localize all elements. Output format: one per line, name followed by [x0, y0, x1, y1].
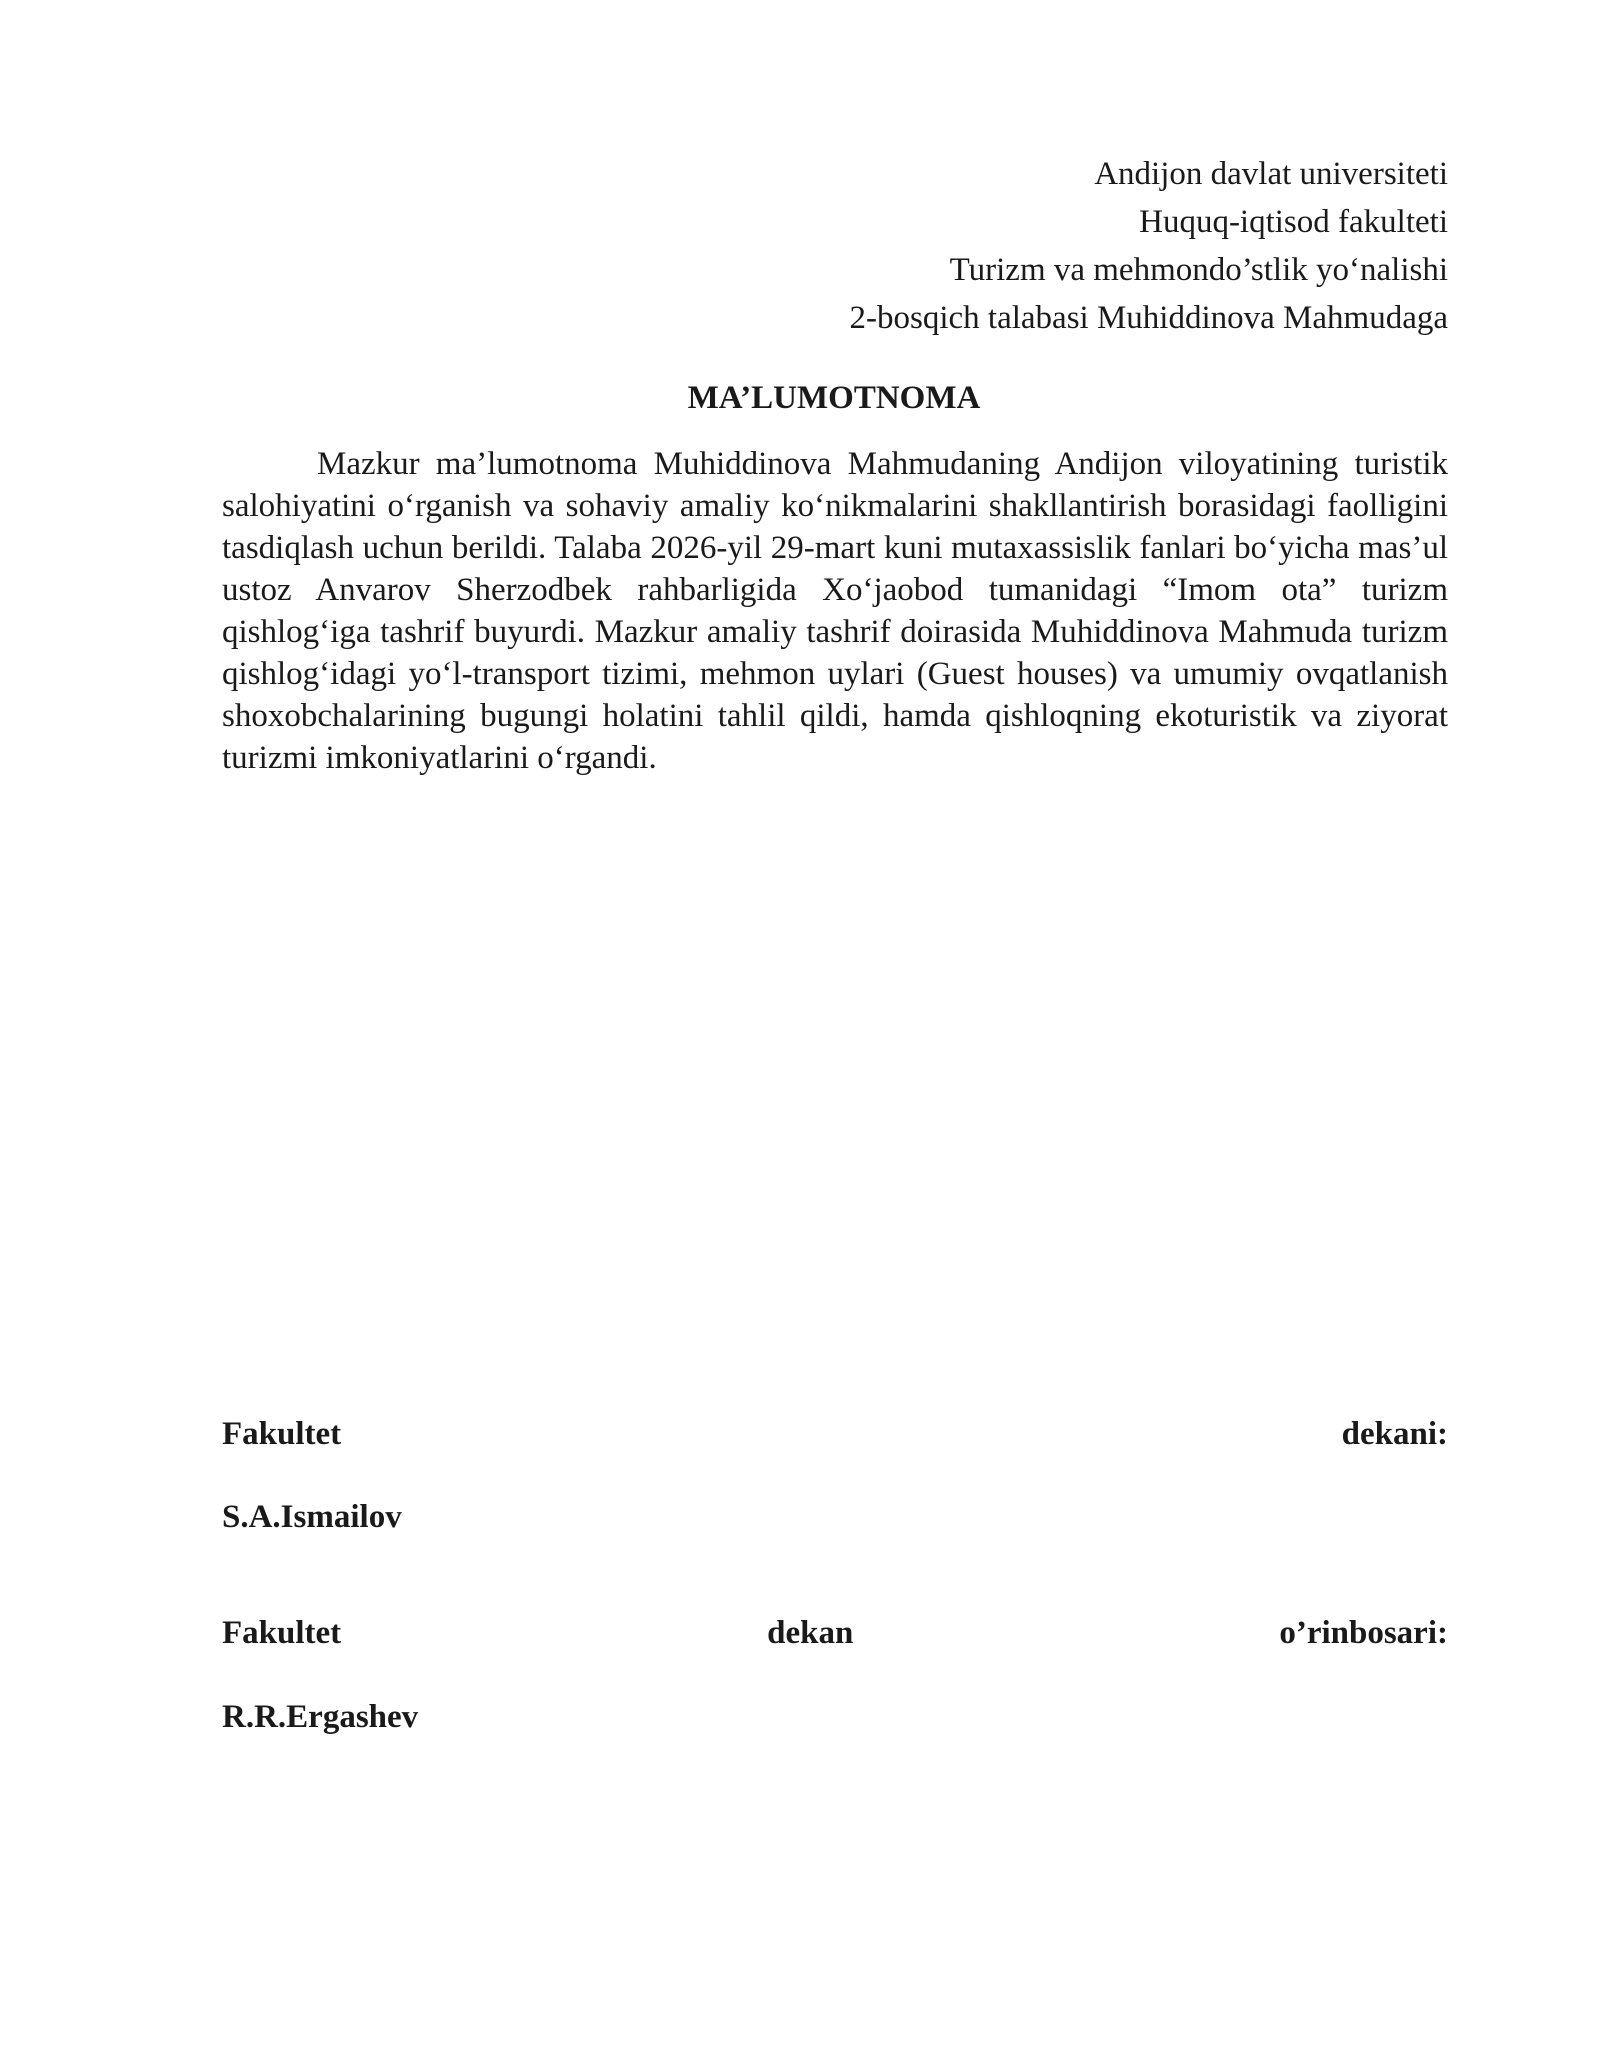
deputy-label-word-3: o’rinbosari:: [1279, 1615, 1448, 1651]
addressee-block: [850, 150, 1448, 342]
addressee-university: Andijon davlat universiteti: [1094, 156, 1448, 192]
deputy-name: R.R.Ergashev: [222, 1699, 419, 1735]
addressee-student: 2-bosqich talabasi Muhiddinova Mahmudaga: [849, 300, 1448, 336]
body-paragraph: Mazkur ma’lumotnoma Muhiddinova Mahmudaning Andijon viloyatining turistik salohiyatini o‘rganish va sohaviy amaliy ko‘nikmalarini shakllantirish borasidagi faolligini tasdiqlash uchun berildi. Talaba 2026-yil 29-mart kuni mutaxassislik fanlari bo‘yicha mas’ul ustoz Anvarov Sherzodbek rahbarligida Xo‘jaobod tumanidagi “Imom ota” turizm qishlog‘iga tashrif buyurdi. Mazkur amaliy tashrif doirasida Muhiddinova Mahmuda turizm qishlog‘idagi yo‘l-transport tizimi, mehmon uylari (Guest houses) va umumiy ovqatlanish shoxobchalarining bugungi holatini tahlil qildi, hamda qishloqning ekoturistik va ziyorat turizmi imkoniyatlarini o‘rgandi.: [222, 446, 1448, 776]
deputy-label-word-2: dekan: [767, 1615, 854, 1651]
addressee-faculty: Huquq-iqtisod fakulteti: [1139, 204, 1448, 240]
dean-signature-label: [222, 1410, 1448, 1458]
deputy-label-word-1: Fakultet: [222, 1615, 342, 1651]
dean-name: S.A.Ismailov: [222, 1499, 402, 1535]
deputy-signature-label: [222, 1609, 1448, 1657]
dean-label-word-1: Fakultet: [222, 1416, 342, 1452]
addressee-program: Turizm va mehmondo’stlik yo‘nalishi: [949, 252, 1448, 288]
document-title: MA’LUMOTNOMA: [687, 380, 981, 416]
dean-label-word-2: dekani:: [1341, 1416, 1448, 1452]
